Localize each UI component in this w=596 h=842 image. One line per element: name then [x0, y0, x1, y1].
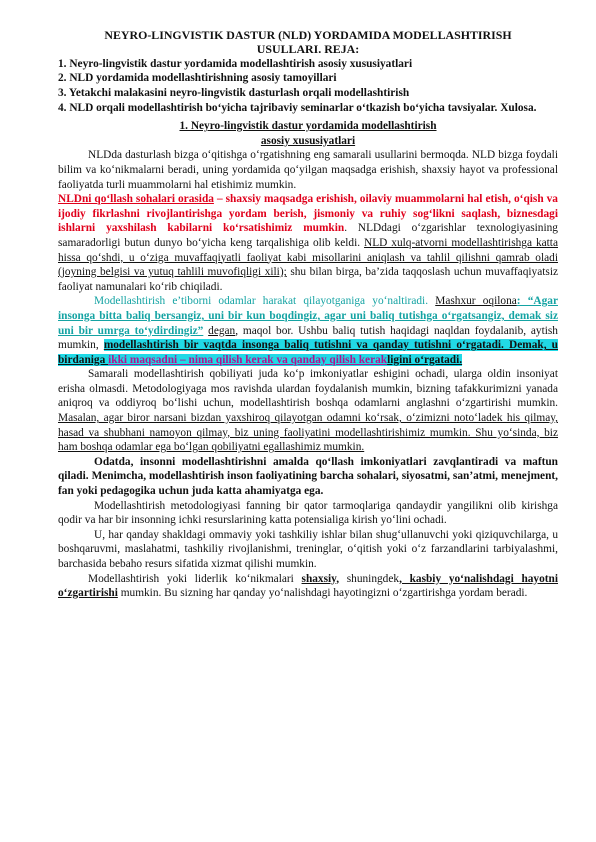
bold-underlined-run: , kasbiy yo‘nalishdagi hayotni o‘zgartirishi: [58, 572, 559, 600]
text-run: Samarali modellashtirish qobiliyati juda ko‘p imkoniyatlar eshigini ochadi, ularga oldin insoniyat erisha olmasdi. Metodologiyaga mos ravishda ulardan foydalanish mumkin, bizning tafakkurimizni yanada aniqroq va oddiyroq bo‘lishi uchun, modellashtirish boshqa odamlarni anglashni o‘zgartirishi mumkin.: [58, 368, 558, 410]
underlined-run: degan: [208, 324, 236, 337]
paragraph-5: Odatda, insonni modellashtirishni amalda qo‘llash imkoniyatlari zavqlantiradi va maftun qiladi. Menimcha, modellashtirish inson faoliyatining barcha sohalari, siyosatmi, san’atmi, menejment, fan yoki pedagogika uchun juda katta ahamiyatga ega.: [58, 455, 558, 498]
plan-item: 3. Yetakchi malakasini neyro-lingvistik dasturlash orqali modellashtirish: [58, 87, 410, 99]
text-run: mumkin. Bu sizning har qanday yo‘nalishdagi hayotingizni o‘zgartirishga yordam beradi.: [117, 587, 528, 600]
underlined-run: Mashxur oqilona: [435, 295, 517, 308]
quote-teal: : “Agar insonga bitta baliq bersangiz, uni bir kun boqdingiz, agar uni baliq tutishga o‘rgatsangiz, demak siz uni bir umrga to‘ydirdingiz”: [58, 295, 558, 337]
text-run: , maqol bor. Ushbu baliq tutish haqidagi naqldan foydalanib, aytish mumkin,: [58, 324, 558, 352]
highlight-red-underlined: NLDni qo‘llash sohalari orasida: [58, 193, 214, 206]
highlight-red: – shaxsiy maqsadga erishish, oilaviy muammolarni hal etish, o‘qish va ijodiy fikrlashni rivojlantirishga yordam berish, jismoniy va ruhiy sog‘likni saqlash, biznesdagi ishlarni yaxshilash kabilarni ko‘rsatishimiz mumkin: [58, 193, 558, 235]
section-title-line2: [58, 134, 558, 149]
paragraph-2: [58, 192, 558, 294]
document-title-line1: NEYRO-LINGVISTIK DASTUR (NLD) YORDAMIDA MODELLASHTIRISH: [104, 28, 512, 42]
underlined-run: Masalan, agar biror narsani bizdan yaxshiroq qilayotgan odamni ko‘rsak, o‘zimizni noto‘ladek his qilmay, hasad va shubhani namoyon qilmay, biz uning faoliyatini modellashtirishimiz mumkin. Shu yo‘sinda, biz ham boshqa odamlar ega bo‘lgan qobiliyatni egallashimiz mumkin.: [58, 412, 558, 454]
highlight-teal: Modellashtirish e’tiborni odamlar harakat qilayotganiga yo‘naltiradi.: [94, 295, 429, 308]
section-title-text: 1. Neyro-lingvistik dastur yordamida modellashtirish: [179, 120, 437, 133]
paragraph-3: [58, 294, 558, 367]
underlined-run: NLD xulq-atvorni modellashtirishga katta hissa qo‘shdi, u o‘ziga muvaffaqiyatli faoliyat kabi misollarini aniqlash va tahlil qilishni qamrab oladi (joyning belgisi va yutuq tahlili muvofiqligi xili);: [58, 236, 558, 279]
text-run: shuningdek: [339, 572, 400, 585]
paragraph-1: NLDda dasturlash bizga o‘qitishga o‘rgatishning eng samarali usullarini bermoqda. NLD bizga foydali bilim va ko‘nikmalarni beradi, uning yordamida qo‘yilgan maqsadga erishish, shaxsiy hayot va professional faoliyatda turli muammolarni hal etishimiz mumkin.: [58, 149, 558, 191]
text-run: shu bilan birga, ba’zida taqqoslash uchun muvaffaqiyatsiz faoliyat namunalari ko‘rib chiqiladi.: [58, 266, 559, 293]
highlight-cyan-purple: ikki maqsadni – nima qilish kerak va qanday qilish kerak: [108, 353, 388, 366]
document-title-line2: USULLARI. REJA:: [256, 42, 360, 57]
paragraph-4: [58, 367, 558, 455]
paragraph-8: [58, 572, 558, 601]
section-title-text: asosiy xususiyatlari: [260, 134, 356, 147]
paragraph-7: U, har qanday shakldagi ommaviy yoki tashkiliy ishlar bilan shug‘ullanuvchi yoki qiziquvchilarga, u boshqaruvmi, maslahatmi, tashkiliy rivojlanishmi, treninglar, o‘qitish yoki o‘z farzandlarini tarbiyalashmi, barchasida bebaho resurs sifatida xizmat qilishi mumkin.: [58, 528, 558, 570]
plan-item: 2. NLD yordamida modellashtirishning asosiy tamoyillari: [58, 72, 337, 85]
plan-list: [58, 57, 558, 115]
paragraph-6: Modellashtirish metodologiyasi fanning bir qator tarmoqlariga qandaydir yangilikni olib kirishga qodir va har bir insonning ichki resurslarining katta potensialiga kirish yo‘lini ochadi.: [58, 499, 558, 527]
document-page: [58, 28, 558, 601]
section-title-line1: [58, 119, 558, 134]
highlight-cyan: modellashtirish bir vaqtda insonga baliq tutishni va qanday tutishni o‘rgatadi. Demak, u birdaniga: [58, 339, 558, 366]
plan-item: 1. Neyro-lingvistik dastur yordamida modellashtirish asosiy xususiyatlari: [58, 57, 413, 70]
plan-item: 4. NLD orqali modellashtirish bo‘yicha tajribaviy seminarlar o‘tkazish bo‘yicha tavsiyalar. Xulosa.: [58, 101, 537, 114]
text-run: . NLDdagi o‘zgarishlar texnologiyasining samaradorligi butun dunyo bo‘yicha keng tarqalishiga olib keldi.: [58, 222, 558, 249]
bold-underlined-run: shaxsiy,: [301, 572, 340, 585]
text-run: Modellashtirish yoki liderlik ko‘nikmalari: [88, 572, 302, 585]
highlight-cyan: ligini o‘rgatadi.: [387, 353, 463, 366]
